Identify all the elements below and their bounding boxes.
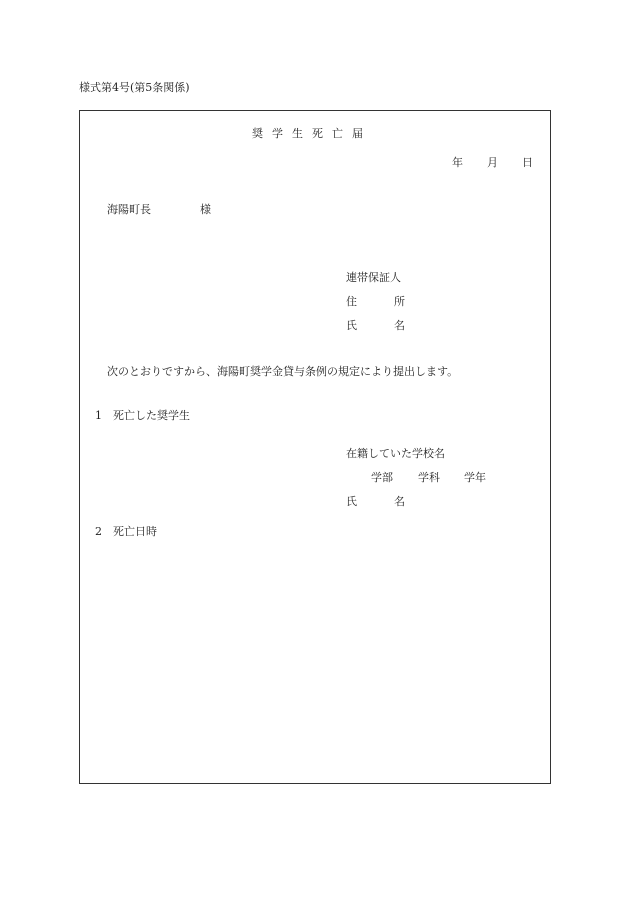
section2-number: 2: [95, 525, 102, 538]
grade-label: 学年: [464, 471, 486, 484]
department-label: 学科: [418, 471, 440, 484]
faculty-label: 学部: [371, 471, 393, 484]
form-number-label: 様式第4号(第5条関係): [79, 81, 190, 94]
guarantor-address-label-2: 所: [394, 295, 405, 308]
student-name-label-2: 名: [394, 495, 405, 508]
statement-text: 次のとおりですから、海陽町奨学金貸与条例の規定により提出します。: [107, 365, 459, 378]
school-label: 在籍していた学校名: [346, 447, 445, 460]
addressee-honorific: 様: [200, 203, 211, 216]
guarantor-name-label-2: 名: [394, 319, 405, 332]
guarantor-name-label-1: 氏: [346, 319, 357, 332]
date-month: 月: [487, 156, 498, 169]
section2-heading: 死亡日時: [113, 525, 157, 538]
guarantor-heading: 連帯保証人: [346, 271, 401, 284]
student-name-label-1: 氏: [346, 495, 357, 508]
guarantor-address-label-1: 住: [346, 295, 357, 308]
document-title: 奨学生死亡届: [252, 127, 372, 140]
date-year: 年: [452, 156, 463, 169]
section1-number: 1: [95, 409, 102, 422]
date-day: 日: [522, 156, 533, 169]
section1-heading: 死亡した奨学生: [113, 409, 190, 422]
addressee-name: 海陽町長: [107, 203, 151, 216]
